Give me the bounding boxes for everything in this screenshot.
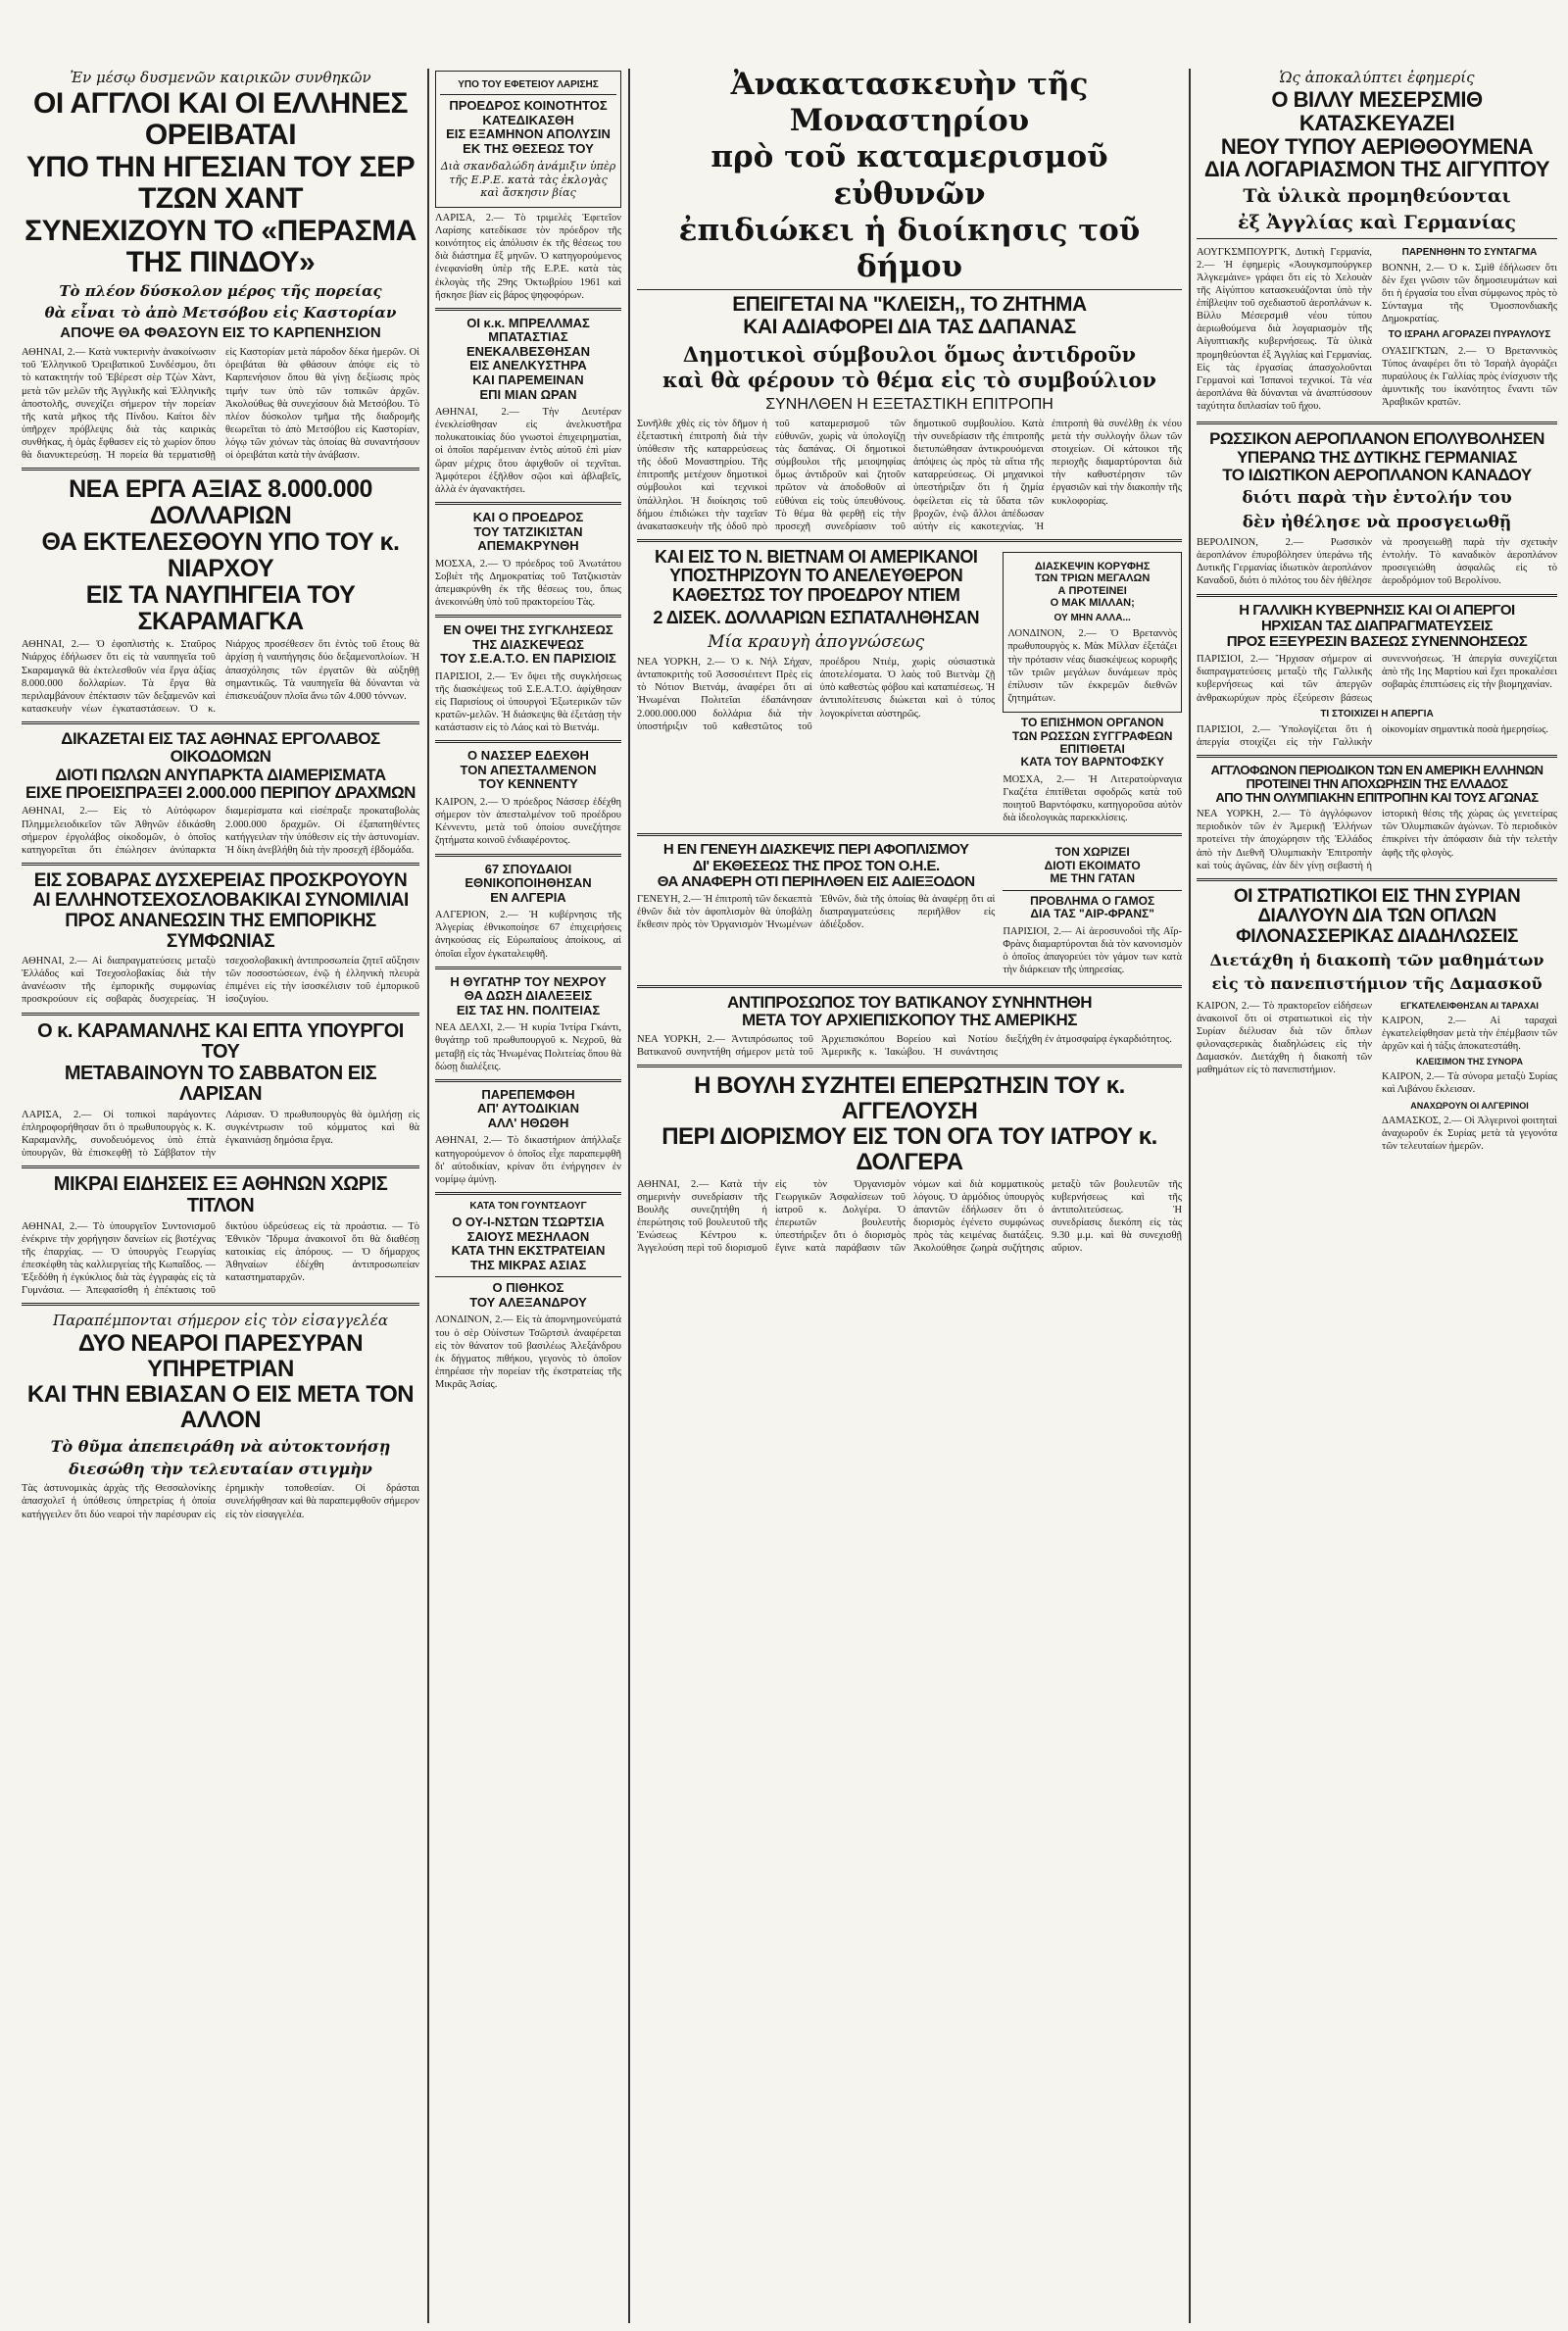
headline: 2 ΔΙΣΕΚ. ΔΟΛΛΑΡΙΩΝ ΕΣΠΑΤΑΛΗΘΗΣΑΝ [653,608,979,628]
headline: ΤΟ ΕΠΙΣΗΜΟΝ ΟΡΓΑΝΟΝ ΤΩΝ ΡΩΣΣΩΝ ΣΥΓΓΡΑΦΕΩΝ ΕΠΙΤΙΘΕΤΑΙ ΚΑΤΑ ΤΟΥ ΒΑΡΝΤΟΦΣΚΥ [1011,716,1173,769]
article-body: ΠΑΡΙΣΙΟΙ, 2.— Ὑπολογίζεται ὅτι ἡ ἀπεργία στοιχίζει εἰς τὴν Γαλλικὴν οἰκονομίαν σημαντικὰ ποσὰ ἡμερησίως. [1197,723,1548,748]
article-body: ΓΕΝΕΥΗ, 2.— Ἡ ἐπιτροπὴ τῶν δεκαεπτὰ ἐθνῶν διὰ τὸν ἀφοπλισμὸν θὰ ὑποβάλῃ ἔκθεσιν πρὸς τὸν Ὀργανισμὸν Ἡνωμένων Ἐθνῶν, διὰ τῆς ὁποίας θὰ ἀναφέρῃ ὅτι αἱ διαπραγματεύσεις περιῆλθον εἰς ἀδιέξοδον. [637,893,996,931]
headline: ΝΕΑ ΕΡΓΑ ΑΞΙΑΣ 8.000.000 ΔΟΛΛΑΡΙΩΝ ΘΑ ΕΚΤΕΛΕΣΘΟΥΝ ΥΠΟ ΤΟΥ κ. ΝΙΑΡΧΟΥ ΕΙΣ ΤΑ ΝΑΥΠΗΓΕΙΑ ΤΟΥ ΣΚΑΡΑΜΑΓΚΑ [41,475,400,636]
headline: ΟΙ κ.κ. ΜΠΡΕΛΛΜΑΣ ΜΠΑΤΑΣΤΙΑΣ ΕΝΕΚΑΛΒΕΣΘΗΣΑΝ ΕΙΣ ΑΝΕΛΚΥΣΤΗΡΑ ΚΑΙ ΠΑΡΕΜΕΙΝΑΝ ΕΠΙ ΜΙΑΝ ΩΡΑΝ [466,315,591,402]
headline: Η ΕΝ ΓΕΝΕΥΗ ΔΙΑΣΚΕΨΙΣ ΠΕΡΙ ΑΦΟΠΛΙΣΜΟΥ ΔΙ' ΕΚΘΕΣΕΩΣ ΤΗΣ ΠΡΟΣ ΤΟΝ Ο.Η.Ε. ΘΑ ΑΝΑΦΕΡΗ ΟΤΙ ΠΕΡΙΗΛΘΕΝ ΕΙΣ ΑΔΙΕΞΟΔΟΝ [657,841,975,890]
article-body: ΔΑΜΑΣΚΟΣ, 2.— Οἱ Ἀλγερινοὶ φοιτηταὶ ἀναχωροῦν ἐκ Συρίας μετὰ τὰ γεγονότα τῶν τελευταίων ἡμερῶν. [1382,1115,1557,1152]
divider [435,615,621,618]
article-body: ΑΘΗΝΑΙ, 2.— Κατὰ νυκτερινὴν ἀνακοίνωσιν τοῦ Ἑλληνικοῦ Ὀρειβατικοῦ Συνδέσμου, ὅτι τὸ κατακτητήν τοῦ Ἐβέρεστ σὲρ Τζὼν Χὰντ, μετὰ τῶν μελῶν τῆς Ἀγγλικῆς καὶ Ἑλληνικῆς ἀποστολῆς, συνεχίζει σήμερον τὴν πορείαν τῆς κατὰ μῆκος τῆς Πίνδου. Καίτοι δὲν ὑπῆρχεν πρόβλεψις διὰ τὰς καιρικὰς συνθήκας, ἡ ὁμὰς ἔφθασεν εἰς τὸ χωρίον ὅπου θὰ διανυκτερεύσῃ. Ἡ πορεία θὰ τερματισθῇ εἰς Καστορίαν μετὰ πάροδον δέκα ἡμερῶν. Οἱ ὀρειβάται θὰ φθάσουν ἀπόψε εἰς τὸ Καρπενήσιον ὅπου θὰ γίνῃ δεξίωσις πρὸς τιμήν των ὑπὸ τῶν τοπικῶν ἀρχῶν. Ἀκολούθως θὰ συνεχίσουν διὰ Μετσόβου. Τὸ πλέον δύσκολον τμῆμα τῆς διαδρομῆς θεωρεῖται τὸ ἀπὸ Μετσόβου εἰς Καστορίαν, λόγῳ τῶν χιόνων τὰς ὁποίας θὰ συναντήσουν οἱ ὀρειβάται κατὰ τὴν ἀνάβασιν. [22,347,419,462]
column-rule [427,69,429,2323]
headline: Ο ΝΑΣΣΕΡ ΕΔΕΧΘΗ ΤΟΝ ΑΠΕΣΤΑΛΜΕΝΟΝ ΤΟΥ ΚΕΝΝΕΝΤΥ [460,748,597,792]
article-body: ΒΟΝΝΗ, 2.— Ὁ κ. Σμὶθ ἐδήλωσεν ὅτι δὲν ἔχει γνῶσιν τῶν δημοσιευμάτων καὶ ὅτι ἡ ἐργασία του εἶναι σύμφωνος πρὸς τὸ Σύνταγμα τῆς Ὁμοσπονδιακῆς Δημοκρατίας. [1382,262,1557,325]
story-block [1003,842,1182,979]
article-body: ΑΘΗΝΑΙ, 2.— Κατὰ τὴν σημερινὴν συνεδρίασιν τῆς Βουλῆς συνεζητήθη ἡ ἐπερώτησις τοῦ βουλευτοῦ τῆς Ἑνώσεως Κέντρου κ. Ἀγγελούση περὶ τοῦ διορισμοῦ εἰς τὸν Ὀργανισμὸν Γεωργικῶν Ἀσφαλίσεων τοῦ ἰατροῦ κ. Δολγέρα. Ὁ ἐπερωτῶν βουλευτὴς ὑπεστήριξεν ὅτι ὁ διορισμὸς ἔγινε κατὰ παράβασιν τῶν νόμων καὶ διὰ κομματικοὺς λόγους. Ὁ ἁρμόδιος ὑπουργὸς ἀπαντῶν ἐδήλωσεν ὅτι ὁ διορισμὸς ἐγένετο συμφώνως πρὸς τὰς κειμένας διατάξεις. Ἀκολούθησε ζωηρὰ συζήτησις μεταξὺ τῶν βουλευτῶν τῆς κυβερνήσεως καὶ τῆς ἀντιπολιτεύσεως. Ἡ συνεδρίασις διεκόπη εἰς τὰς 9.30 μ.μ. καὶ θὰ συνεχισθῇ αὔριον. [637,1178,1182,1255]
headline: ΠΡΟΒΛΗΜΑ Ο ΓΑΜΟΣ ΔΙΑ ΤΑΣ "ΑΙΡ-ΦΡΑΝΣ" [1030,893,1155,921]
headline: ΠΡΟΕΔΡΟΣ ΚΟΙΝΟΤΗΤΟΣ ΚΑΤΕΔΙΚΑΣΘΗ ΕΙΣ ΕΞΑΜΗΝΟΝ ΑΠΟΛΥΣΙΝ ΕΚ ΤΗΣ ΘΕΣΕΩΣ ΤΟΥ [446,98,611,156]
article-body: ΚΑΙΡΟΝ, 2.— Ὁ πρόεδρος Νάσσερ ἐδέχθη σήμερον τὸν ἀπεσταλμένον τοῦ προέδρου Κέννεντυ, μετὰ τοῦ ὁποίου συνεζήτησε ζητήματα κοινοῦ ἐνδιαφέροντος. [435,797,621,847]
headline: ΡΩΣΣΙΚΟΝ ΑΕΡΟΠΛΑΝΟΝ ΕΠΟΛΥΒΟΛΗΣΕΝ ΥΠΕΡΑΝΩ ΤΗΣ ΔΥΤΙΚΗΣ ΓΕΡΜΑΝΙΑΣ ΤΟ ΙΔΙΩΤΙΚΟΝ ΑΕΡΟΠΛΑΝΟΝ ΚΑΝΑΔΟΥ [1209,429,1544,484]
subheadline: διεσώθη τὴν τελευταίαν στιγμὴν [69,1460,372,1479]
subheadline: ΑΝΑΧΩΡΟΥΝ ΟΙ ΑΛΓΕΡΙΝΟΙ [1410,1100,1529,1111]
article-body: ΝΕΑ ΥΟΡΚΗ, 2.— Τὸ ἀγγλόφωνον περιοδικὸν τῶν ἐν Ἀμερικῇ Ἑλλήνων προτείνει τὴν ἀποχώρησιν τῆς Ἑλλάδος ἀπὸ τὴν Διεθνῆ Ὀλυμπιακὴν Ἐπιτροπὴν καὶ τοὺς ἀγῶνας, ἐὰν δὲν γίνῃ σεβαστὴ ἡ ἱστορικὴ θέσις τῆς χώρας ὡς γενετείρας τῶν Ὀλυμπιακῶν ἀγώνων. Τὸ περιοδικὸν ἐπικρίνει τὴν ἀπόφασιν διὰ τὴν τελετὴν ἀφῆς τῆς φλογὸς. [1197,809,1557,871]
divider [435,967,621,969]
headline: ΚΑΙ ΕΙΣ ΤΟ Ν. ΒΙΕΤΝΑΜ ΟΙ ΑΜΕΡΙΚΑΝΟΙ ΥΠΟΣΤΗΡΙΖΟΥΝ ΤΟ ΑΝΕΛΕΥΘΕΡΟΝ ΚΑΘΕΣΤΩΣ ΤΟΥ ΠΡΟΕΔΡΟΥ ΝΤΙΕΜ [655,546,978,605]
kicker: Παραπέμπονται σήμερον εἰς τὸν εἰσαγγελέα [53,1312,388,1330]
boxed-article [435,71,621,208]
divider [1197,238,1557,239]
divider [435,1192,621,1195]
headline: ΕΝ ΟΨΕΙ ΤΗΣ ΣΥΓΚΛΗΣΕΩΣ ΤΗΣ ΔΙΑΣΚΕΨΕΩΣ ΤΟΥ Σ.Ε.Α.Τ.Ο. ΕΝ ΠΑΡΙΣΙΟΙΣ [440,622,616,667]
headline: ΑΓΓΛΟΦΩΝΟΝ ΠΕΡΙΟΔΙΚΟΝ ΤΩΝ ΕΝ ΑΜΕΡΙΚΗ ΕΛΛΗΝΩΝ ΠΡΟΤΕΙΝΕΙ ΤΗΝ ΑΠΟΧΩΡΗΣΙΝ ΤΗΣ ΕΛΛΑΔΟΣ ΑΠΟ ΤΗΝ ΟΛΥΜΠΙΑΚΗΝ ΕΠΙΤΡΟΠΗΝ ΚΑΙ ΤΟΥΣ ΑΓΩΝΑΣ [1210,763,1544,806]
story-column [1382,997,1557,1156]
divider [440,94,616,95]
divider [637,539,1182,542]
story-block [1003,548,1182,827]
headline: Ο ΒΙΛΛΥ ΜΕΣΕΡΣΜΙΘ ΚΑΤΑΣΚΕΥΑΖΕΙ ΝΕΟΥ ΤΥΠΟΥ ΑΕΡΙΘΘΟΥΜΕΝΑ ΔΙΑ ΛΟΓΑΡΙΑΣΜΟΝ ΤΗΣ ΑΙΓΥΠΤΟΥ [1203,87,1550,182]
divider [435,1079,621,1082]
story-column [1382,243,1557,417]
kicker: Ὡς ἀποκαλύπτει ἐφημερίς [1279,69,1475,86]
divider [637,833,1182,836]
subheadline: ΣΥΝΗΛΘΕΝ Η ΕΞΕΤΑΣΤΙΚΗ ΕΠΙΤΡΟΠΗ [765,395,1054,413]
article-body: ΚΑΙΡΟΝ, 2.— Αἱ ταραχαὶ ἐγκατελείφθησαν μετὰ τὴν ἐπέμβασιν τῶν ἀρχῶν καὶ ἡ τάξις ἀποκατεστάθη. [1382,1015,1557,1053]
story-columns [1197,997,1557,1156]
divider [1197,422,1557,424]
subheadline: ΤΟ ΙΣΡΑΗΛ ΑΓΟΡΑΖΕΙ ΠΥΡΑΥΛΟΥΣ [1388,329,1551,341]
article-body: ΠΑΡΙΣΙΟΙ, 2.— Ἐν ὄψει τῆς συγκλήσεως τῆς διασκέψεως τοῦ Σ.Ε.Α.Τ.Ο. ἀφίχθησαν εἰς Παρισίους οἱ ὑπουργοὶ Ἐξωτερικῶν τῶν κρατῶν-μελῶν. Ἡ διάσκεψις θὰ ἐξετάσῃ τὴν κατάστασιν εἰς τὸ Λάος καὶ τὸ Βιετνάμ. [435,670,621,734]
divider [435,1276,621,1277]
divider [22,1166,419,1168]
headline: ΠΑΡΕΠΕΜΦΘΗ ΑΠ' ΑΥΤΟΔΙΚΙΑΝ ΑΛΛ' ΗΘΩΘΗ [476,1086,580,1130]
story-row [637,548,1182,827]
story-row [637,842,1182,979]
story-column [1197,997,1372,1156]
headline: Η ΘΥΓΑΤΗΡ ΤΟΥ ΝΕΧΡΟΥ ΘΑ ΔΩΣΗ ΔΙΑΛΕΞΕΙΣ ΕΙΣ ΤΑΣ ΗΝ. ΠΟΛΙΤΕΙΑΣ [450,973,607,1017]
subheadline: ΤΙ ΣΤΟΙΧΙΖΕΙ Η ΑΠΕΡΓΙΑ [1320,708,1434,719]
article-body: ΜΟΣΧΑ, 2.— Ἡ Λιτερατοὺρναγια Γκαζέτα ἐπιτίθεται σφοδρῶς κατὰ τοῦ ποιητοῦ Βαρντόφσκυ, κατηγοροῦσα αὐτὸν διὰ ἰδεολογικὰς παρεκκλίσεις. [1003,773,1182,824]
subheadline: διότι παρὰ τὴν ἐντολήν του [1242,488,1512,509]
main-headline: Ἀνακατασκευὴν τῆς Μοναστηρίου πρὸ τοῦ καταμερισμοῦ εὐθυνῶν ἐπιδιώκει ἡ διοίκησις τοῦ δήμου [678,67,1141,284]
subheadline: Δημοτικοὶ σύμβουλοι ὅμως ἀντιδροῦν καὶ θὰ φέρουν τὸ θέμα εἰς τὸ συμβούλιον [662,342,1156,392]
article-body: ΛΟΝΔΙΝΟΝ, 2.— Ὁ Βρεταννὸς πρωθυπουργὸς κ. Μὰκ Μίλλαν ἐξετάζει τὴν πρότασιν νέας διασκέψεως κορυφῆς τῶν τριῶν μεγάλων δυνάμεων πρὸς ἐπίλυσιν τῶν ἐκκρεμῶν διεθνῶν ζητημάτων. [1007,628,1177,704]
subheadline: ΕΓΚΑΤΕΛΕΙΦΘΗΣΑΝ ΑΙ ΤΑΡΑΧΑΙ [1400,1000,1539,1011]
story-block [637,548,995,827]
divider [22,1303,419,1306]
headline: ΚΑΙ Ο ΠΡΟΕΔΡΟΣ ΤΟΥ ΤΑΤΖΙΚΙΣΤΑΝ ΑΠΕΜΑΚΡΥΝΘΗ [472,509,584,554]
headline: ΜΙΚΡΑΙ ΕΙΔΗΣΕΙΣ ΕΞ ΑΘΗΝΩΝ ΧΩΡΙΣ ΤΙΤΛΟΝ [53,1173,388,1216]
subheadline: ΕΠΕΙΓΕΤΑΙ ΝΑ "ΚΛΕΙΣΗ,, ΤΟ ΖΗΤΗΜΑ ΚΑΙ ΑΔΙΑΦΟΡΕΙ ΔΙΑ ΤΑΣ ΔΑΠΑΝΑΣ [732,293,1087,338]
article-body: ΝΕΑ ΔΕΛΧΙ, 2.— Ἡ κυρία Ἰντίρα Γκάντι, θυγάτηρ τοῦ πρωθυπουργοῦ κ. Νεχροῦ, θὰ μεταβῇ εἰς τὰς Ἡνωμένας Πολιτείας ὅπου θὰ δώσῃ διαλέξεις. [435,1022,621,1072]
subheadline: δὲν ἠθέλησε νὰ προσγειωθῇ [1242,512,1512,532]
column-rule [1189,69,1191,2323]
article-body: ΑΘΗΝΑΙ, 2.— Τὸ δικαστήριον ἀπήλλαξε κατηγορούμενον ὁ ὁποῖος εἶχε παραπεμφθῆ δι' αὐτοδικίαν, κρίναν ὅτι ἐνήργησεν ἐν νομίμῳ ἀμύνῃ. [435,1135,621,1185]
headline: ΑΝΤΙΠΡΟΣΩΠΟΣ ΤΟΥ ΒΑΤΙΚΑΝΟΥ ΣΥΝΗΝΤΗΘΗ ΜΕΤΑ ΤΟΥ ΑΡΧΙΕΠΙΣΚΟΠΟΥ ΤΗΣ ΑΜΕΡΙΚΗΣ [726,993,1093,1030]
divider [1197,755,1557,758]
article-body: ΟΥΑΣΙΓΚΤΩΝ, 2.— Ὁ Βρεταννικὸς Τύπος ἀναφέρει ὅτι τὸ Ἰσραὴλ ἀγοράζει πυραύλους ἐκ Γαλλίας πρὸς ἐνίσχυσιν τῆς ἀμυντικῆς του ἱκανότητος ἔναντι τῶν Ἀραβικῶν κρατῶν. [1382,345,1557,409]
article-body: Συνῆλθε χθὲς εἰς τὸν δῆμον ἡ ἐξεταστικὴ ἐπιτροπὴ διὰ τὴν ὑπόθεσιν τῆς καταρρεύσεως τῆς ὁδοῦ Μοναστηρίου. Τῆς ἐπιτροπῆς μετέχουν δημοτικοὶ σύμβουλοι καὶ τεχνικοὶ ὑπάλληλοι. Ἡ διοίκησις τοῦ δήμου ἐπιδιώκει τὴν ταχεῖαν ἀνακατασκευὴν τῆς ὁδοῦ πρὸ τοῦ καταμερισμοῦ τῶν εὐθυνῶν, χωρὶς νὰ ὑπολογίζῃ τὰς δαπάνας. Οἱ δημοτικοὶ σύμβουλοι τῆς μειοψηφίας ὅμως ἀντιδροῦν καὶ ζητοῦν πρῶτον νὰ ἀποδοθοῦν αἱ εὐθύναι εἰς τοὺς ὑπευθύνους. Τὸ θέμα θὰ φερθῇ εἰς τὴν προσεχῆ συνεδρίασιν τοῦ δημοτικοῦ συμβουλίου. Κατὰ τὴν συνεδρίασιν τῆς ἐπιτροπῆς διετυπώθησαν ἀντικρουόμεναι ἀπόψεις ὡς πρὸς τὰ αἴτια τῆς καταρρεύσεως. Οἱ μηχανικοὶ ὑπεστήριξαν ὅτι ἡ ζημία ὀφείλεται εἰς τὰ ὕδατα τῶν βροχῶν, ἐνῷ ἄλλοι ἀπέδωσαν αὐτὴν εἰς κακοτεχνίας. Ἡ ἐπιτροπὴ θὰ συνέλθῃ ἐκ νέου μετὰ τὴν συλλογὴν ὅλων τῶν στοιχείων. Οἱ κάτοικοι τῆς περιοχῆς διαμαρτύρονται διὰ τὴν καθυστέρησιν τῶν ἐργασιῶν καὶ τὴν διακοπὴν τῆς κυκλοφορίας. [637,418,1182,532]
article-body: ΑΘΗΝΑΙ, 2.— Ὁ ἐφοπλιστὴς κ. Σταῦρος Νιάρχος ἐδήλωσεν ὅτι εἰς τὰ ναυπηγεῖα τοῦ Σκαραμαγκᾶ θὰ ἐκτελεσθοῦν νέα ἔργα ἀξίας 8.000.000 δολλαρίων. Τὰ ἔργα θὰ περιλαμβάνουν ἐπέκτασιν τῶν δεξαμενῶν καὶ κατασκευὴν νέων ἐγκαταστάσεων. Ὁ κ. Νιάρχος προσέθεσεν ὅτι ἐντὸς τοῦ ἔτους θὰ ἀρχίσῃ ἡ ναυπήγησις δύο δεξαμενοπλοίων. Ἡ ἀπασχόλησις τῶν ἐργατῶν θὰ αὐξηθῇ σημαντικῶς. Τὰ ναυπηγεῖα θὰ δύνανται νὰ ἐπισκευάζουν πλοῖα ἄνω τῶν 4.000 τόννων. [22,639,419,715]
divider [637,1065,1182,1067]
article-body: ΚΑΙΡΟΝ, 2.— Τὸ πρακτορεῖον εἰδήσεων ἀνακοινοῖ ὅτι οἱ στρατιωτικοὶ εἰς τὴν Συρίαν διέλυσαν διὰ τῶν ὅπλων φιλοναςσερικὰς διαδηλώσεις εἰς τὴν Δαμασκόν. Διετάχθη ἡ διακοπὴ τῶν μαθημάτων εἰς τὸ πανεπιστήμιον. [1197,1000,1372,1076]
subheadline: Μία κραυγὴ ἀπογνώσεως [708,631,925,652]
headline: ΕΙΣ ΣΟΒΑΡΑΣ ΔΥΣΧΕΡΕΙΑΣ ΠΡΟΣΚΡΟΥΟΥΝ ΑΙ ΕΛΛΗΝΟΤΣΕΧΟΣΛΟΒΑΚΙΚΑΙ ΣΥΝΟΜΙΛΙΑΙ ΠΡΟΣ ΑΝΑΝΕΩΣΙΝ ΤΗΣ ΕΜΠΟΡΙΚΗΣ ΣΥΜΦΩΝΙΑΣ [32,869,409,952]
headline: ΤΟΝ ΧΩΡΙΖΕΙ ΔΙΟΤΙ ΕΚΟΙΜΑΤΟ ΜΕ ΤΗΝ ΓΑΤΑΝ [1044,845,1141,886]
divider [637,985,1182,988]
article-body: ΑΘΗΝΑΙ, 2.— Εἰς τὸ Αὐτόφωρον Πλημμελειοδικεῖον τῶν Ἀθηνῶν ἐδικάσθη σήμερον ἐργολάβος οἰκοδομῶν, ὁ ὁποῖος κατηγορεῖται ὅτι ἐπώλησεν ἀνύπαρκτα διαμερίσματα καὶ εἰσέπραξε προκαταβολὰς 2.000.000 δραχμῶν. Οἱ ἐξαπατηθέντες κατήγγειλαν τὴν ὑπόθεσιν εἰς τὴν ἀστυνομίαν. Ἡ δίκη ἀνεβλήθη διὰ τὴν προσεχῆ ἑβδομάδα. [22,806,419,856]
article-body: ΛΑΡΙΣΑ, 2.— Τὸ τριμελὲς Ἐφετεῖον Λαρίσης κατεδίκασε τὸν πρόεδρον τῆς κοινότητος εἰς ἀπόλυσιν ἐκ τῆς θέσεως του διὰ διάστημα ἕξ μηνῶν. Ὁ κατηγορούμενος ἐνεφανίσθη ὑπὲρ τῆς Ε.Ρ.Ε. κατὰ τὰς ἐκλογὰς τῆς 29ης Ὀκτωβρίου 1961 καὶ ἤσκησε βίαν εἰς βάρος ψηφοφόρων. [435,212,621,301]
headline: Ο κ. ΚΑΡΑΜΑΝΛΗΣ ΚΑΙ ΕΠΤΑ ΥΠΟΥΡΓΟΙ ΤΟΥ ΜΕΤΑΒΑΙΝΟΥΝ ΤΟ ΣΑΒΒΑΤΟΝ ΕΙΣ ΛΑΡΙΣΑΝ [37,1019,404,1106]
headline: Η ΒΟΥΛΗ ΣΥΖΗΤΕΙ ΕΠΕΡΩΤΗΣΙΝ ΤΟΥ κ. ΑΓΓΕΛΟΥΣΗ ΠΕΡΙ ΔΙΟΡΙΣΜΟΥ ΕΙΣ ΤΟΝ ΟΓΑ ΤΟΥ ΙΑΤΡΟΥ κ. ΔΟΛΓΕΡΑ [662,1071,1157,1175]
article-body: ΠΑΡΙΣΙΟΙ, 2.— Αἱ ἀεροσυνοδοὶ τῆς Αἴρ-Φρὰνς διαμαρτύρονται διὰ τὸν κανονισμὸν ὁ ὁποῖος ἀπαγορεύει τὸν γάμον των κατὰ τὴν διάρκειαν τῆς ὑπηρεσίας. [1003,925,1182,975]
boxed-article [1003,552,1182,713]
article-body: ΝΕΑ ΥΟΡΚΗ, 2.— Ἀντιπρόσωπος τοῦ Βατικανοῦ συνηντήθη σήμερον μετὰ τοῦ Ἀρχιεπισκόπου Βορείου καὶ Νοτίου Ἀμερικῆς κ. Ἰακώβου. Ἡ συνάντησις διεξήχθη ἐν ἀτμοσφαίρᾳ ἐγκαρδιότητος. [637,1033,1172,1058]
subheadline: ΟΥ ΜΗΝ ΑΛΛΑ... [1054,613,1131,624]
headline: ΔΥΟ ΝΕΑΡΟΙ ΠΑΡΕΣΥΡΑΝ ΥΠΗΡΕΤΡΙΑΝ ΚΑΙ ΤΗΝ ΕΒΙΑΣΑΝ Ο ΕΙΣ ΜΕΤΑ ΤΟΝ ΑΛΛΟΝ [26,1330,415,1434]
story-block [637,842,995,979]
column-3 [637,67,1182,2311]
kicker: ΚΑΤΑ ΤΟΝ ΓΟΥΝΤΣΑΟΥΓ [469,1200,587,1212]
column-2 [435,67,621,2311]
headline: ΔΙΑΣΚΕΨΙΝ ΚΟΡΥΦΗΣ ΤΩΝ ΤΡΙΩΝ ΜΕΓΑΛΩΝ Α ΠΡΟΤΕΙΝΕΙ Ο ΜΑΚ ΜΙΛΛΑΝ; [1034,560,1151,609]
article-body: ΑΛΓΕΡΙΟΝ, 2.— Ἡ κυβέρνησις τῆς Ἀλγερίας ἐθνικοποίησε 67 ἐπιχειρήσεις ἀνηκούσας εἰς Εὐρωπαίους ἀποίκους, αἱ ὁποῖαι εἶχον ἐγκαταλειφθῆ. [435,910,621,960]
subheadline: ΚΛΕΙΣΙΜΟΝ ΤΗΣ ΣΥΝΟΡΑ [1415,1057,1524,1067]
subheadline: Τὸ θῦμα ἀπεπειράθη νὰ αὐτοκτονήσῃ [50,1436,391,1456]
subheadline: Τὸ πλέον δύσκολον μέρος τῆς πορείας [59,282,382,301]
article-body: Τὰς ἀστυνομικὰς ἀρχὰς τῆς Θεσσαλονίκης ἀπασχολεῖ ἡ ὑπόθεσις ὑπηρετρίας ἡ ὁποία κατήγγειλεν ὅτι δύο νεαροὶ τὴν παρέσυραν εἰς ἐρημικὴν τοποθεσίαν. Οἱ δράσται συνελήφθησαν καὶ θὰ παραπεμφθοῦν σήμερον εἰς τὸν εἰσαγγελέα. [22,1483,419,1520]
divider [22,721,419,724]
headline: ΟΙ ΣΤΡΑΤΙΩΤΙΚΟΙ ΕΙΣ ΤΗΝ ΣΥΡΙΑΝ ΔΙΑΛΥΟΥΝ ΔΙΑ ΤΩΝ ΟΠΛΩΝ ΦΙΛΟΝΑΣΣΕΡΙΚΑΣ ΔΙΑΔΗΛΩΣΕΙΣ [1233,885,1521,947]
story-columns [1197,243,1557,417]
subheadline: θὰ εἶναι τὸ ἀπὸ Μετσόβου εἰς Καστορίαν [44,304,397,322]
article-body: ΑΘΗΝΑΙ, 2.— Τὴν Δευτέραν ἐνεκλείσθησαν εἰς ἀνελκυστῆρα πολυκατοικίας δύο γνωστοὶ ἐπιχειρηματίαι, οἱ ὁποῖοι παρέμειναν ἐντὸς αὐτοῦ ἐπὶ μίαν ὥραν μέχρις ὅτου ἀφιχθοῦν οἱ τεχνῖται. Ἀμφότεροι ἐξῆλθον σῷοι καὶ ἀβλαβεῖς, ἀλλὰ ἐν ἀγανακτήσει. [435,407,621,495]
subheadline: ΠΑΡΕΝΗΘΗΝ ΤΟ ΣΥΝΤΑΓΜΑ [1401,246,1538,258]
headline: Η ΓΑΛΛΙΚΗ ΚΥΒΕΡΝΗΣΙΣ ΚΑΙ ΟΙ ΑΠΕΡΓΟΙ ΗΡΧΙΣΑΝ ΤΑΣ ΔΙΑΠΡΑΓΜΑΤΕΥΣΕΙΣ ΠΡΟΣ ΕΞΕΥΡΕΣΙΝ ΒΑΣΕΩΣ ΣΥΝΕΝΝΟΗΣΕΩΣ [1226,601,1528,650]
divider [22,863,419,866]
article-body: ΛΑΡΙΣΑ, 2.— Οἱ τοπικοὶ παράγοντες ἐπληροφορήθησαν ὅτι ὁ πρωθυπουργὸς κ. Κ. Καραμανλῆς, συνοδευόμενος ὑπὸ ἑπτὰ ὑπουργῶν, θὰ ἐπισκεφθῇ τὸ Σάββατον τὴν Λάρισαν. Ὁ πρωθυπουργὸς θὰ ὁμιλήσῃ εἰς συγκέντρωσιν τοῦ κόμματος καὶ θὰ ἐγκαινιάσῃ δημόσια ἔργα. [22,1109,419,1160]
headline: 67 ΣΠΟΥΔΑΙΟΙ ΕΘΝΙΚΟΠΟΙΗΘΗΣΑΝ ΕΝ ΑΛΓΕΡΙΑ [465,861,592,905]
article-body: ΚΑΙΡΟΝ, 2.— Τὰ σύνορα μεταξὺ Συρίας καὶ Λιβάνου ἔκλεισαν. [1382,1071,1557,1096]
article-body: ΜΟΣΧΑ, 2.— Ὁ πρόεδρος τοῦ Ἀνωτάτου Σοβιὲτ τῆς Δημοκρατίας τοῦ Τατζικιστὰν ἀπεμακρύνθη ἐκ τῆς θέσεως του, ὅπως ἀνεκοινώθη ὑπὸ τοῦ πρακτορείου Τὰς. [435,558,621,608]
headline: Ο ΟΥ-Ι-ΝΣΤΩΝ ΤΣΩΡΤΣΙΑ ΣΑΙΟΥΣ ΜΕΣΗΛΑΟΝ ΚΑΤΑ ΤΗΝ ΕΚΣΤΡΑΤΕΙΑΝ ΤΗΣ ΜΙΚΡΑΣ ΑΣΙΑΣ [451,1215,606,1272]
story-column [1197,243,1372,417]
divider [1197,878,1557,881]
article-body: ΛΟΝΔΙΝΟΝ, 2.— Εἰς τὰ ἀπομνημονεύματά του ὁ σὲρ Οὐίνστων Τσῶρτσιλ ἀναφέρεται εἰς τὸν θάνατον τοῦ βασιλέως Ἀλεξάνδρου ἐκ δήγματος πιθήκου, γεγονὸς τὸ ὁποῖον ἐπηρέασε τὴν πορείαν τῆς ἐκστρατείας τῆς Μικρᾶς Ἀσίας. [435,1314,621,1391]
divider [22,468,419,471]
article-body: ΑΟΥΓΚΣΜΠΟΥΡΓΚ, Δυτικὴ Γερμανία, 2.— Ἡ ἐφημερὶς «Ἀουγκσμπούργκερ Ἀλγκεμάινε» γράφει ὅτι εἰς τὸ Χελουὰν τῆς Αἰγύπτου κατασκευάζονται ὑπὸ τὴν ἐπίβλεψιν τοῦ σχεδιαστοῦ ἀεροπλάνων κ. Βίλλυ Μέσερσμιθ νέου τύπου ἀεριωθούμενα διὰ λογαριασμὸν τῆς Αἰγυπτιακῆς κυβερνήσεως. Τὰ ὑλικὰ προμηθεύονται ἐξ Ἀγγλίας καὶ Γερμανίας. Εἰς τὰς ἐργασίας ἀπασχολοῦνται Γερμανοὶ καὶ Ἰσπανοὶ τεχνικοί. Τὰ νέα ἀεροπλάνα θὰ δύνανται νὰ ἀναπτύσσουν ταχύτητα διπλασίαν τοῦ ἤχου. [1197,246,1372,413]
subheadline: Διὰ σκανδαλώδη ἀνάμιξιν ὑπὲρ τῆς Ε.Ρ.Ε. κατὰ τὰς ἐκλογὰς καὶ ἄσκησιν βίας [440,160,616,199]
divider [22,1013,419,1016]
article-body: ΒΕΡΟΛΙΝΟΝ, 2.— Ρωσσικὸν ἀεροπλάνον ἐπυροβόλησεν ὑπεράνω τῆς Δυτικῆς Γερμανίας ἰδιωτικὸν ἀεροπλάνον Καναδοῦ, διότι ὁ πιλότος του δὲν ἠθέλησε νὰ προσγειωθῇ παρὰ τὴν σχετικὴν ἐντολήν. Τὸ καναδικὸν ἀεροπλάνον προσεγειώθη ἀσφαλῶς εἰς τὸ ἀεροδρόμιον τοῦ Βερολίνου. [1197,537,1557,587]
subheadline: Τὰ ὑλικὰ προμηθεύονται [1243,185,1511,207]
column-1 [22,67,419,2311]
subheadline: ἐξ Ἀγγλίας καὶ Γερμανίας [1237,211,1516,233]
article-body: ΠΑΡΙΣΙΟΙ, 2.— Ἤρχισαν σήμερον αἱ διαπραγματεύσεις μεταξὺ τῆς Γαλλικῆς κυβερνήσεως καὶ τῶν ἀπεργῶν ἀνθρακωρύχων πρὸς ἐξεύρεσιν βάσεως συνεννοήσεως. Ἡ ἀπεργία συνεχίζεται ἀπὸ τῆς 1ης Μαρτίου καὶ ἔχει προκαλέσει σοβαρὰς ἐπιπτώσεις εἰς τὴν βιομηχανίαν. [1197,654,1557,704]
subheadline: ΑΠΟΨΕ ΘΑ ΦΘΑΣΟΥΝ ΕΙΣ ΤΟ ΚΑΡΠΕΝΗΣΙΟΝ [60,324,381,342]
kicker: Ἐν μέσῳ δυσμενῶν καιρικῶν συνθηκῶν [70,69,371,86]
headline: ΟΙ ΑΓΓΛΟΙ ΚΑΙ ΟΙ ΕΛΛΗΝΕΣ ΟΡΕΙΒΑΤΑΙ ΥΠΟ ΤΗΝ ΗΓΕΣΙΑΝ ΤΟΥ ΣΕΡ ΤΖΩΝ ΧΑΝΤ ΣΥΝΕΧΙΖΟΥΝ ΤΟ «ΠΕΡΑΣΜΑ ΤΗΣ ΠΙΝΔΟΥ» [24,87,416,278]
divider [637,289,1182,290]
headline: ΔΙΚΑΖΕΤΑΙ ΕΙΣ ΤΑΣ ΑΘΗΝΑΣ ΕΡΓΟΛΑΒΟΣ ΟΙΚΟΔΟΜΩΝ ΔΙΟΤΙ ΠΩΛΩΝ ΑΝΥΠΑΡΚΤΑ ΔΙΑΜΕΡΙΣΜΑΤΑ ΕΙΧΕ ΠΡΟΕΙΣΠΡΑΞΕΙ 2.000.000 ΠΕΡΙΠΟΥ ΔΡΑΧΜΩΝ [25,729,416,803]
divider [435,854,621,857]
divider [435,502,621,505]
column-4 [1197,67,1557,2311]
column-rule [628,69,630,2323]
article-body: ΑΘΗΝΑΙ, 2.— Τὸ ὑπουργεῖον Συντονισμοῦ ἐνέκρινε τὴν χορήγησιν δανείων εἰς βιοτέχνας τῆς ἐπαρχίας. — Ὁ ὑπουργὸς Γεωργίας ἐπεσκέφθη τὰς καλλιεργείας τῆς Κωπαΐδος. — Ἐξεδόθη ἡ ἐγκύκλιος διὰ τὰς ἐγγραφὰς εἰς τὰ Γυμνάσια. — Ἀπεφασίσθη ἡ ἐπέκτασις τοῦ δικτύου ὑδρεύσεως εἰς τὰ προάστια. — Τὸ Ἐθνικὸν Ἵδρυμα ἀνακοινοῖ ὅτι θὰ διαθέσῃ κατοικίας εἰς ἀπόρους. — Ὁ δήμαρχος Ἀθηναίων ἐδέχθη ἀντιπροσωπείαν καταστηματαρχῶν. [22,1220,419,1297]
divider [1197,594,1557,597]
headline: Ο ΠΙΘΗΚΟΣ ΤΟΥ ΑΛΕΞΑΝΔΡΟΥ [469,1280,587,1310]
article-body: ΝΕΑ ΥΟΡΚΗ, 2.— Ὁ κ. Νήλ Σήχαν, ἀνταποκριτὴς τοῦ Ἀσσοσιέιτεντ Πρὲς εἰς τὸ Νότιον Βιετνάμ, ἀναφέρει ὅτι αἱ Ἡνωμέναι Πολιτεῖαι ἐδαπάνησαν 2.000.000.000 δολλάρια διὰ τὴν ὑποστήριξιν τοῦ καθεστῶτος τοῦ προέδρου Ντιέμ, χωρὶς οὐσιαστικὰ ἀποτελέσματα. Ὁ λαὸς τοῦ Βιετνὰμ ζῇ ὑπὸ καθεστὼς φόβου καὶ καταπιέσεως. Ἡ ἀντιπολίτευσις διώκεται καὶ ὁ τύπος λογοκρίνεται αὐστηρῶς. [637,657,996,732]
article-body: ΑΘΗΝΑΙ, 2.— Αἱ διαπραγματεύσεις μεταξὺ Ἑλλάδος καὶ Τσεχοσλοβακίας διὰ τὴν ἀνανέωσιν τῆς ἐμπορικῆς συμφωνίας προσκρούουν εἰς σοβαρὰς δυσχερείας. Ἡ τσεχοσλοβακικὴ ἀντιπροσωπεία ζητεῖ αὔξησιν τῶν ποσοστώσεων, ἐνῷ ἡ ἑλληνικὴ πλευρὰ ἐπιμένει εἰς τὴν ἰσοσκέλισιν τοῦ ἐμπορικοῦ ἰσοζυγίου. [22,956,419,1006]
divider [435,740,621,743]
subheadline: εἰς τὸ πανεπιστήμιον τῆς Δαμασκοῦ [1211,973,1543,993]
divider [1003,890,1182,891]
subheadline: Διετάχθη ἡ διακοπὴ τῶν μαθημάτων [1209,951,1544,970]
divider [435,308,621,311]
box-kicker: ΥΠΟ ΤΟΥ ΕΦΕΤΕΙΟΥ ΛΑΡΙΣΗΣ [458,79,599,90]
